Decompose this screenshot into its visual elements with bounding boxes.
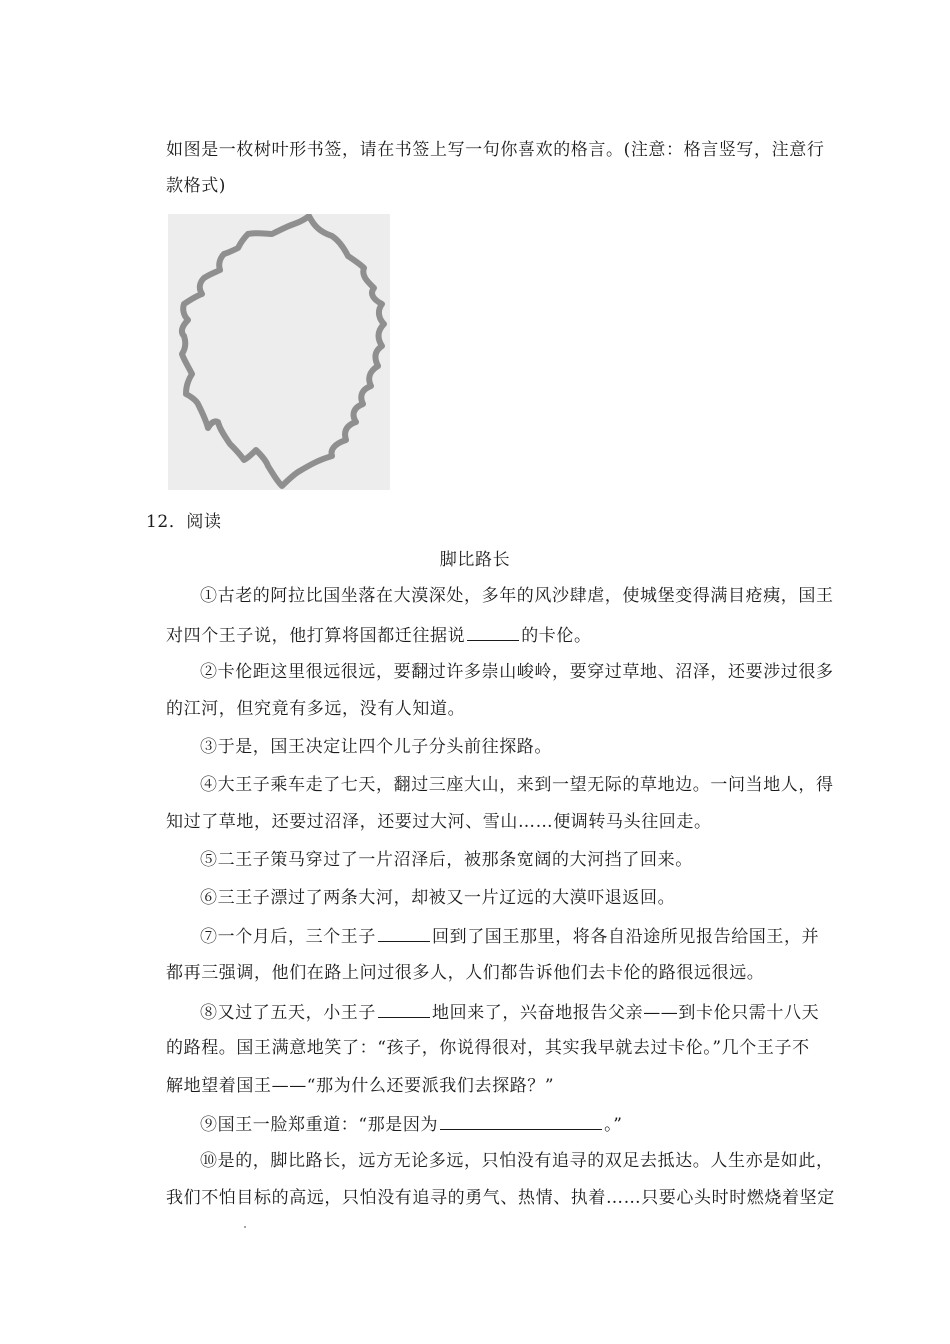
paragraph-4-line-2: 知过了草地，还要过沼泽，还要过大河、雪山……便调转马头往回走。	[166, 812, 712, 832]
paragraph-2-line-1: ②卡伦距这里很远很远，要翻过许多崇山峻岭，要穿过草地、沼泽，还要涉过很多	[200, 662, 834, 682]
paragraph-8-line-1	[200, 1001, 819, 1023]
paragraph-1-line-2	[166, 624, 592, 646]
paragraph-9-text-after-blank: 。”	[604, 1115, 623, 1135]
fill-in-blank-2[interactable]	[378, 925, 430, 942]
paragraph-7-line-2: 都再三强调，他们在路上问过很多人，人们都告诉他们去卡伦的路很远很远。	[166, 963, 765, 983]
question-12-heading: 12．阅读	[146, 512, 222, 532]
paragraph-8-line-2: 的路程。国王满意地笑了：“孩子，你说得很对，其实我早就去过卡伦。”几个王子不	[166, 1038, 810, 1058]
paragraph-5-line-1: ⑤二王子策马穿过了一片沼泽后，被那条宽阔的大河挡了回来。	[200, 850, 693, 870]
paragraph-10-line-2: 我们不怕目标的高远，只怕没有追寻的勇气、热情、执着……只要心头时时燃烧着坚定	[166, 1188, 835, 1208]
fill-in-blank-1[interactable]	[467, 624, 519, 641]
fill-in-blank-3[interactable]	[378, 1001, 430, 1018]
paragraph-7-text-before-blank: ⑦一个月后，三个王子	[200, 927, 376, 947]
paragraph-1-text-before-blank: 对四个王子说，他打算将国都迁往据说	[166, 626, 466, 646]
paragraph-9-text-before-blank: ⑨国王一脸郑重道：“那是因为	[200, 1115, 439, 1135]
figure-background	[168, 214, 390, 490]
fill-in-blank-4[interactable]	[440, 1113, 602, 1130]
paragraph-7-text-after-blank: 回到了国王那里，将各自沿途所见报告给国王，并	[432, 927, 820, 947]
paragraph-1-line-1: ①古老的阿拉比国坐落在大漠深处，多年的风沙肆虐，使城堡变得满目疮痍，国王	[200, 586, 834, 606]
paragraph-3-line-1: ③于是，国王决定让四个儿子分头前往探路。	[200, 737, 552, 757]
leaf-bookmark-figure	[168, 214, 390, 490]
passage-title: 脚比路长	[439, 550, 511, 570]
paragraph-10-line-1: ⑩是的，脚比路长，远方无论多远，只怕没有追寻的双足去抵达。人生亦是如此，	[200, 1151, 834, 1171]
paragraph-2-line-2: 的江河，但究竟有多远，没有人知道。	[166, 699, 466, 719]
paragraph-6-line-1: ⑥三王子漂过了两条大河，却被又一片辽远的大漠吓退返回。	[200, 888, 676, 908]
paragraph-9-line-1	[200, 1113, 623, 1135]
paragraph-7-line-1	[200, 925, 819, 947]
page-speck	[244, 1226, 246, 1228]
question-11-prompt-line-1: 如图是一枚树叶形书签，请在书签上写一句你喜欢的格言。(注意：格言竖写，注意行	[166, 140, 825, 160]
question-11-prompt-line-2: 款格式)	[166, 176, 227, 196]
paragraph-1-text-after-blank: 的卡伦。	[521, 626, 592, 646]
paragraph-8-line-3: 解地望着国王——“那为什么还要派我们去探路？”	[166, 1076, 555, 1096]
leaf-bookmark-icon	[168, 214, 390, 490]
paragraph-4-line-1: ④大王子乘车走了七天，翻过三座大山，来到一望无际的草地边。一问当地人，得	[200, 775, 834, 795]
paragraph-8-text-after-blank: 地回来了，兴奋地报告父亲——到卡伦只需十八天	[432, 1003, 820, 1023]
paragraph-8-text-before-blank: ⑧又过了五天，小王子	[200, 1003, 376, 1023]
